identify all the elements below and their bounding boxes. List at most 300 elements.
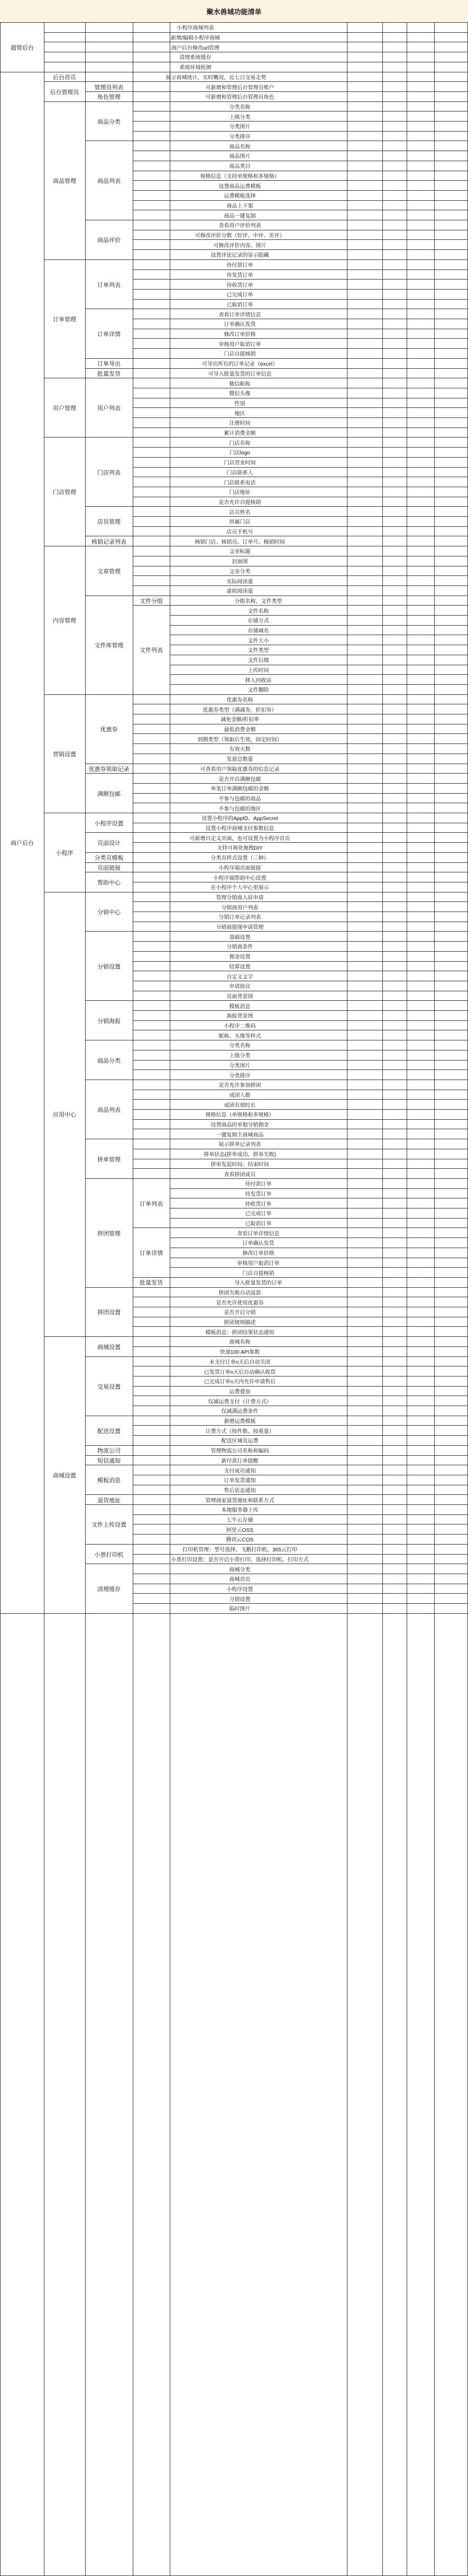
subgroup-label: 页面链接 xyxy=(97,864,121,871)
feature-item: 可修改评价内容、图片 xyxy=(213,243,267,249)
feature-item: 到期类型（领取后生效，固定时间） xyxy=(197,737,282,743)
row-divider xyxy=(44,32,467,33)
subgroup-label: 角色管理 xyxy=(97,94,121,101)
feature-item: 海报背景图 xyxy=(226,1013,253,1020)
feature-item: 小程序二维码 xyxy=(224,1024,256,1030)
feature-item: 可查看用户领取优惠券的信息记录 xyxy=(200,766,280,773)
row-divider xyxy=(133,1603,467,1604)
feature-item: 模板消息 xyxy=(229,1003,251,1010)
feature-item: 快递100 API参数 xyxy=(219,1350,260,1356)
feature-item: 页面背景图 xyxy=(226,993,253,1000)
row-divider xyxy=(133,526,467,527)
feature-item: 存储域名 xyxy=(247,628,269,635)
row-divider xyxy=(133,348,467,349)
feature-item: 是否允许参加拼团 xyxy=(218,1083,261,1089)
subgroup-label: 商品列表 xyxy=(97,178,121,185)
feature-item: 待收货订单 xyxy=(245,1201,272,1207)
feature-item: 文章分类 xyxy=(229,569,251,575)
row-divider xyxy=(85,1544,467,1545)
feature-item: 小票打印设置：是否开启小票打印、选择打印机、打印方式 xyxy=(171,1557,309,1563)
feature-item: 在小程序个人中心里展示 xyxy=(210,885,269,891)
feature-item: 已取消订单 xyxy=(226,302,253,308)
feature-item: 一键复制主商城商品 xyxy=(216,1132,264,1138)
subgroup-label: 店员管理 xyxy=(97,519,121,526)
row-divider xyxy=(133,279,467,280)
row-divider xyxy=(44,437,467,438)
row-divider xyxy=(85,832,467,833)
feature-item: 腾讯云COS xyxy=(226,1537,254,1543)
feature-item: 性别 xyxy=(234,401,245,407)
feature-item: 审核用户取消订单 xyxy=(218,341,261,348)
feature-item: 系统环境检测 xyxy=(179,65,212,71)
subgroup-label: 优惠券领取记录 xyxy=(88,766,130,773)
row-divider xyxy=(133,1534,467,1535)
feature-item: 门店联系人 xyxy=(226,470,253,476)
row-divider xyxy=(85,773,467,774)
feature-item: 门店自提核销 xyxy=(242,1270,274,1277)
row-divider xyxy=(133,467,467,468)
row-divider xyxy=(133,1020,467,1021)
row-divider xyxy=(133,299,467,300)
feature-item: 文件删除 xyxy=(247,687,269,694)
feature-item: 展示商城统计，实时概况，近七日交易走势 xyxy=(166,75,267,81)
feature-item: 商城首页 xyxy=(229,1577,251,1583)
feature-item: 管理物流公司名称和编码 xyxy=(210,1448,269,1455)
row-divider xyxy=(133,1277,467,1278)
feature-item: 新付款订单提醒 xyxy=(221,1458,259,1464)
subgroup-label: 商品评价 xyxy=(97,237,121,244)
feature-item: 修改订单价格 xyxy=(224,332,256,338)
feature-item: 新增/编辑小程序商城 xyxy=(171,35,220,42)
feature-item: 审核用户取消订单 xyxy=(237,1260,280,1267)
feature-item: 门店logo xyxy=(230,450,250,457)
feature-item: 设置小程序的AppID、AppSecret xyxy=(201,816,278,822)
feature-item: 查看订单详情信息 xyxy=(218,312,261,318)
feature-item: 打印机管理：型号选择、飞鹅打印机、365云打印 xyxy=(182,1547,297,1554)
feature-item: 分类排序 xyxy=(229,134,251,141)
feature-item: 订单确认发货 xyxy=(224,322,256,328)
feature-item: 商品一键复制 xyxy=(224,213,256,219)
row-divider xyxy=(133,951,467,952)
section-label: 超管后台 xyxy=(11,44,34,51)
row-divider xyxy=(170,615,467,616)
feature-item: 分销订单记录列表 xyxy=(218,915,261,921)
feature-item: 拼单发起时间、结束时间 xyxy=(210,1161,269,1168)
column-divider xyxy=(382,22,383,2576)
subgroup-label: 帮助中心 xyxy=(97,879,121,886)
feature-item: 文件后缀 xyxy=(247,658,269,664)
page-title: 聚水兽城功能清单 xyxy=(0,0,468,23)
row-divider xyxy=(133,901,467,902)
feature-item: 门店联系电话 xyxy=(224,480,256,486)
row-divider xyxy=(44,81,467,82)
subgroup-label: 拼团管理 xyxy=(97,1230,121,1237)
row-divider xyxy=(133,200,467,201)
feature-item: 可导入批量发货的订单信息 xyxy=(208,371,272,377)
row-divider xyxy=(170,684,467,685)
feature-item: 运费模板选择 xyxy=(224,193,256,200)
row-divider xyxy=(133,1010,467,1011)
subgroup-label: 短信通知 xyxy=(97,1457,121,1464)
feature-item: 管理分销商入驻申请 xyxy=(216,895,264,901)
feature-item: 已取消订单 xyxy=(245,1221,272,1227)
row-divider xyxy=(133,1119,467,1120)
row-divider xyxy=(133,447,467,448)
row-divider xyxy=(133,1425,467,1426)
row-divider xyxy=(133,1099,467,1100)
row-divider xyxy=(85,1445,467,1446)
feature-item: 分销商条件 xyxy=(226,944,253,951)
feature-item: 商品类目 xyxy=(229,164,251,170)
row-divider xyxy=(133,842,467,843)
feature-item: 门店自提核销 xyxy=(224,351,256,358)
row-divider xyxy=(85,1356,467,1357)
feature-item: 查看订单详情信息 xyxy=(237,1231,280,1237)
feature-item: 地区 xyxy=(234,411,245,417)
group-label: 订单管理 xyxy=(53,317,76,323)
feature-item: 可导出所有的订单记录（excel） xyxy=(201,361,278,368)
feature-item: 单笔订单满额包邮的金额 xyxy=(210,786,269,793)
feature-item: 上级分类 xyxy=(229,114,251,120)
feature-item: 设置小程序商城支付参数信息 xyxy=(205,826,274,832)
subgroup-label: 满额包邮 xyxy=(97,791,121,797)
row-divider xyxy=(133,1346,467,1347)
feature-item: 查看用户评价列表 xyxy=(218,223,261,229)
feature-item: 已完成订单 xyxy=(245,1211,272,1217)
feature-item: 商城名称 xyxy=(229,1340,251,1346)
row-divider xyxy=(170,625,467,626)
subgroup-label: 退货地址 xyxy=(97,1497,121,1504)
feature-item: 优惠券名称 xyxy=(226,697,253,703)
subgroup-detail-label: 订单列表 xyxy=(140,1201,163,1207)
feature-item: 申请协议 xyxy=(229,984,251,990)
feature-item: 不参与包邮的商品 xyxy=(218,796,261,802)
row-divider xyxy=(133,1386,467,1387)
subgroup-label: 文件上传设置 xyxy=(91,1522,126,1529)
group-label: 营销设置 xyxy=(53,751,76,758)
feature-item: 自定义文字 xyxy=(226,974,253,980)
subgroup-label: 小程序设置 xyxy=(94,820,124,827)
feature-item: 设置商品运费模板 xyxy=(218,183,261,190)
group-label: 应用中心 xyxy=(53,1112,76,1119)
feature-item: 修改订单价格 xyxy=(242,1251,274,1257)
feature-item: 门店地址 xyxy=(229,490,251,496)
group-label: 后台管理员 xyxy=(50,89,79,96)
feature-item: 佣金设置 xyxy=(229,954,251,961)
group-label: 商品管理 xyxy=(53,178,76,185)
feature-item: 运费叠加 xyxy=(229,1389,251,1395)
row-divider xyxy=(85,1000,467,1001)
group-label: 内容管理 xyxy=(53,618,76,625)
row-divider xyxy=(44,101,467,102)
row-divider xyxy=(85,91,467,92)
group-label: 小程序 xyxy=(56,850,74,857)
subgroup-label: 配送设置 xyxy=(97,1428,121,1435)
row-divider xyxy=(85,931,467,932)
row-divider xyxy=(133,1109,467,1110)
group-label: 用户管理 xyxy=(53,405,76,412)
row-divider xyxy=(44,1336,467,1337)
feature-item: 门店营业时间 xyxy=(224,460,256,467)
feature-item: 管理商家退货地址和联系方式 xyxy=(205,1498,274,1504)
row-divider xyxy=(133,793,467,794)
row-divider xyxy=(133,1593,467,1594)
feature-item: 注册时间 xyxy=(229,421,251,427)
subgroup-detail-label: 文件列表 xyxy=(140,647,163,654)
feature-item: 实际阅读量 xyxy=(226,579,253,585)
feature-item: 虚拟阅读量 xyxy=(226,589,253,595)
subgroup-detail-label: 订单详情 xyxy=(140,1250,163,1257)
row-divider xyxy=(85,1455,467,1456)
subgroup-label: 订单导出 xyxy=(97,361,121,368)
feature-item: 商户后台修改url管理 xyxy=(171,45,220,51)
subgroup-label: 商品分类 xyxy=(97,1057,121,1064)
feature-item: 分类名称 xyxy=(229,104,251,110)
row-divider xyxy=(133,961,467,962)
feature-item: 昵称、头像等样式 xyxy=(218,1033,261,1039)
feature-item: 待付款订单 xyxy=(226,263,253,269)
feature-item: 是否允许自提核销 xyxy=(218,499,261,506)
subgroup-label: 用户列表 xyxy=(97,405,121,412)
feature-item: 所属门店 xyxy=(229,519,251,526)
row-divider xyxy=(170,1267,467,1268)
feature-item: 文件大小 xyxy=(247,638,269,644)
feature-item: 待发货订单 xyxy=(245,1191,272,1197)
subgroup-label: 商城设置 xyxy=(97,1344,121,1351)
feature-item: 是否允许使用优惠券 xyxy=(216,1300,264,1306)
feature-item: 拼单状态(拼单成功、拼单失败) xyxy=(204,1152,276,1158)
feature-item: 文章标题 xyxy=(229,549,251,555)
subgroup-label: 文章管理 xyxy=(97,568,121,575)
subgroup-label: 拼单管理 xyxy=(97,1156,121,1163)
feature-item: 发放总数量 xyxy=(226,757,253,763)
row-divider xyxy=(133,1326,467,1327)
row-divider xyxy=(133,407,467,408)
row-divider xyxy=(133,131,467,132)
row-divider xyxy=(133,338,467,339)
subgroup-label: 模板消息 xyxy=(97,1477,121,1484)
feature-item: 微信昵称 xyxy=(229,381,251,387)
feature-item: 规格信息（单规格和多规格） xyxy=(205,1112,274,1119)
subgroup-label: 分销设置 xyxy=(97,963,121,970)
feature-item: 商品上下架 xyxy=(226,203,253,209)
feature-item: 上级分类 xyxy=(229,1053,251,1059)
group-label: 商城设置 xyxy=(53,1472,76,1479)
row-divider xyxy=(44,694,467,695)
row-divider xyxy=(133,249,467,250)
feature-item: 待发货订单 xyxy=(226,272,253,278)
row-divider xyxy=(133,180,467,181)
row-divider xyxy=(133,1376,467,1377)
row-divider xyxy=(133,417,467,418)
feature-item: 拼团规则描述 xyxy=(224,1320,256,1326)
feature-item: 导入批量发货的订单 xyxy=(234,1280,282,1287)
subgroup-label: 核销记录列表 xyxy=(91,538,126,545)
row-divider xyxy=(85,1504,467,1505)
feature-item: 基础设置 xyxy=(229,934,251,941)
feature-item: 未支付订单n天后自动关闭 xyxy=(209,1359,271,1365)
feature-item: 上传时间 xyxy=(247,667,269,674)
feature-item: 移入回收站 xyxy=(245,677,272,684)
feature-item: 分类排序 xyxy=(229,1073,251,1079)
feature-item: 成团人数 xyxy=(229,1092,251,1099)
feature-item: 商品名称 xyxy=(229,144,251,150)
row-divider xyxy=(133,1168,467,1169)
feature-item: 计费方式（按件数、按重量） xyxy=(205,1428,274,1435)
row-divider xyxy=(133,783,467,784)
feature-item: 店员手机号 xyxy=(226,529,253,536)
row-divider xyxy=(133,941,467,942)
feature-item: 订单确认发货 xyxy=(242,1241,274,1247)
feature-item: 分销商用户列表 xyxy=(221,905,259,911)
subgroup-label: 商品列表 xyxy=(97,1107,121,1113)
feature-item: 成团有效时长 xyxy=(224,1102,256,1109)
subgroup-label: 物流公司 xyxy=(97,1448,121,1455)
feature-item: 分类页样式设置（三种） xyxy=(210,855,269,862)
row-divider xyxy=(133,289,467,290)
feature-item: 结算设置 xyxy=(229,964,251,970)
feature-item: 累计消费金额 xyxy=(224,431,256,437)
feature-item: 分组名称，文件类型 xyxy=(234,598,282,605)
row-divider xyxy=(133,585,467,586)
row-divider xyxy=(133,190,467,191)
row-divider xyxy=(133,1227,467,1228)
feature-item: 分类名称 xyxy=(229,1043,251,1049)
feature-item: 封面图 xyxy=(232,559,248,565)
row-divider xyxy=(85,358,467,359)
feature-item: 展示拼单记录列表 xyxy=(218,1142,261,1148)
feature-item: 临时图片 xyxy=(229,1606,251,1613)
feature-item: 拼团失败自动退款 xyxy=(218,1290,261,1296)
feature-item: 优惠券类型（满减券，折扣券） xyxy=(203,707,277,713)
feature-item: 有效天数 xyxy=(229,747,251,753)
row-divider xyxy=(133,1060,467,1061)
row-divider xyxy=(44,259,467,260)
row-divider xyxy=(85,368,467,369)
section-label: 商户后台 xyxy=(11,840,34,847)
feature-item: 存储方式 xyxy=(247,618,269,625)
subgroup-label: 订单详情 xyxy=(97,331,121,338)
row-divider xyxy=(133,1514,467,1515)
row-divider xyxy=(1,1613,467,1614)
feature-item: 门店名称 xyxy=(229,440,251,447)
subgroup-label: 拼团设置 xyxy=(97,1309,121,1316)
feature-item: 分销商提现申请管理 xyxy=(216,925,264,931)
feature-item: 文件名称 xyxy=(247,608,269,615)
feature-item: 店员姓名 xyxy=(229,509,251,516)
subgroup-label: 门店列表 xyxy=(97,469,121,476)
feature-item: 配送区域及运费 xyxy=(221,1438,259,1445)
subgroup-label: 商品分类 xyxy=(97,119,121,125)
feature-item: 可修改评价分数（好评、中评、差评） xyxy=(195,233,285,239)
feature-item: 可新增和管理后台管理员账户 xyxy=(205,85,274,91)
feature-item: 规格信息（支持单规格和多规格） xyxy=(200,173,280,180)
feature-item: 小程序端页面链接 xyxy=(218,865,261,871)
row-divider xyxy=(133,239,467,240)
feature-item: 设置评论记录的显示隐藏 xyxy=(210,253,269,259)
feature-item: 是否开启分销 xyxy=(224,1310,256,1316)
row-divider xyxy=(85,1494,467,1495)
feature-item: 清理系统缓存 xyxy=(179,55,212,61)
feature-item: 是否开启满额包邮 xyxy=(218,776,261,783)
row-divider xyxy=(133,605,467,606)
feature-item: 已完成订单 xyxy=(226,292,253,299)
row-divider xyxy=(85,1178,467,1179)
feature-item: 最低消费金额 xyxy=(224,727,256,733)
feature-item: 新增运费模板 xyxy=(224,1419,256,1425)
subgroup-label: 分销海报 xyxy=(97,1018,121,1025)
group-label: 后台首页 xyxy=(53,74,76,81)
feature-table xyxy=(0,22,468,2576)
subgroup-detail-label: 文件分组 xyxy=(140,598,163,605)
feature-item: 已完成订单n天内允许申请售后 xyxy=(204,1379,276,1385)
feature-item: 商品图片 xyxy=(229,154,251,160)
row-divider xyxy=(85,862,467,863)
row-divider xyxy=(133,1554,467,1555)
subgroup-label: 文件库管理 xyxy=(94,643,124,649)
feature-item: 可新增和管理后台管理员角色 xyxy=(205,95,274,101)
feature-item: 阿里云OSS xyxy=(226,1527,254,1533)
feature-item: 售后状态通知 xyxy=(224,1487,256,1494)
subgroup-label: 批量发货 xyxy=(97,370,121,377)
row-divider xyxy=(170,1218,467,1219)
subgroup-label: 交易设置 xyxy=(97,1383,121,1390)
feature-item: 设置商品的单独分销佣金 xyxy=(210,1122,269,1129)
feature-item: 分销设置 xyxy=(229,1596,251,1603)
feature-item: 已发货订单n天后自动确认收货 xyxy=(204,1369,276,1375)
row-divider xyxy=(85,852,467,853)
subgroup-label: 分销中心 xyxy=(97,909,121,916)
row-divider xyxy=(133,457,467,458)
subgroup-label: 清理缓存 xyxy=(97,1586,121,1593)
feature-item: 仅减运费支付（计费方式） xyxy=(208,1399,272,1405)
group-label: 门店管理 xyxy=(53,489,76,496)
feature-item: 查看拼团成员 xyxy=(224,1171,256,1178)
feature-item: 本地服务器上传 xyxy=(221,1508,259,1514)
feature-item: 七牛云存储 xyxy=(226,1518,253,1524)
feature-item: 减免金额/折扣率 xyxy=(221,717,259,723)
feature-item: 不参与包邮的地区 xyxy=(218,806,261,812)
row-divider xyxy=(133,743,467,744)
row-divider xyxy=(85,1287,467,1288)
row-divider xyxy=(133,575,467,576)
subgroup-label: 页面设计 xyxy=(97,840,121,847)
row-divider xyxy=(133,733,467,734)
row-divider xyxy=(85,506,467,507)
feature-item: 支付成功通知 xyxy=(224,1468,256,1474)
subgroup-label: 小票打印机 xyxy=(94,1551,124,1558)
subgroup-label: 管理员列表 xyxy=(94,84,124,91)
row-divider xyxy=(133,121,467,122)
feature-item: 待收货订单 xyxy=(226,282,253,289)
subgroup-label: 订单列表 xyxy=(97,282,121,289)
subgroup-label: 优惠券 xyxy=(100,727,118,733)
row-divider xyxy=(170,674,467,675)
feature-item: 支持可视化拖拽DIY xyxy=(217,845,263,852)
feature-item: 微信头像 xyxy=(229,391,251,397)
row-divider xyxy=(133,269,467,270)
feature-item: 分类图片 xyxy=(229,124,251,131)
feature-item: 核销门店、核销员、订单号、核销时间 xyxy=(195,539,285,545)
row-divider xyxy=(170,1188,467,1189)
feature-item: 小程序端帮助中心设置 xyxy=(213,875,267,881)
row-divider xyxy=(133,1435,467,1436)
feature-item: 小程序设置 xyxy=(226,1586,253,1593)
feature-item: 订单发货通知 xyxy=(224,1478,256,1484)
feature-item: 待付款订单 xyxy=(245,1182,272,1188)
subgroup-label: 分类页模板 xyxy=(94,855,124,862)
row-divider xyxy=(133,427,467,428)
